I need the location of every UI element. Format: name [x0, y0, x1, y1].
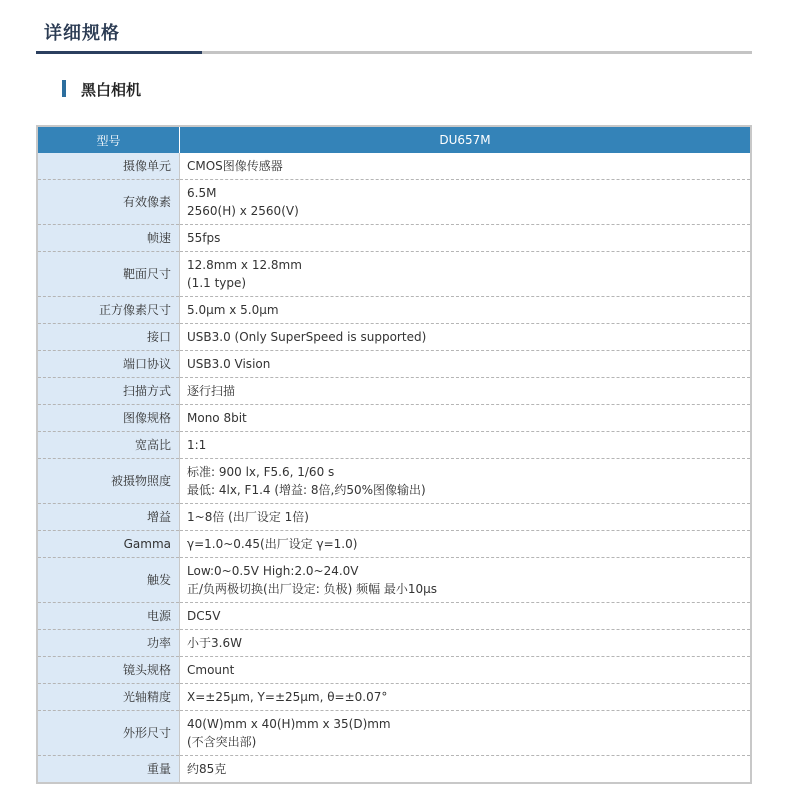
spec-value-line: Low:0~0.5V High:2.0~24.0V [187, 564, 359, 578]
spec-value-line: USB3.0 Vision [187, 357, 271, 371]
spec-value-line: X=±25μm, Y=±25μm, θ=±0.07° [187, 690, 388, 704]
spec-label: 功率 [37, 630, 180, 657]
spec-value [180, 657, 752, 684]
spec-value-line: 1:1 [187, 438, 207, 452]
spec-label: 重量 [37, 756, 180, 784]
spec-value [180, 756, 752, 784]
table-row [37, 405, 751, 432]
section-title: 详细规格 [44, 23, 120, 44]
table-row [37, 711, 751, 756]
table-row [37, 378, 751, 405]
spec-label: 镜头规格 [37, 657, 180, 684]
table-row [37, 153, 751, 180]
spec-label: 宽高比 [37, 432, 180, 459]
spec-value-line: 正/负两极切换(出厂设定: 负极) 频幅 最小10μs [187, 582, 438, 596]
spec-value-line: CMOS图像传感器 [187, 159, 283, 173]
table-row [37, 180, 751, 225]
table-row [37, 558, 751, 603]
subsection-title: 黑白相机 [81, 81, 142, 99]
table-row [37, 459, 751, 504]
header-model-value: DU657M [180, 126, 752, 153]
table-row [37, 504, 751, 531]
table-row [37, 531, 751, 558]
table-row [37, 603, 751, 630]
spec-value [180, 405, 752, 432]
spec-label: 电源 [37, 603, 180, 630]
spec-label: 端口协议 [37, 351, 180, 378]
spec-value [180, 180, 752, 225]
table-row [37, 684, 751, 711]
table-row [37, 297, 751, 324]
table-row [37, 756, 751, 784]
spec-value-line: 1~8倍 (出厂设定 1倍) [187, 510, 309, 524]
table-row [37, 432, 751, 459]
spec-value-line: 逐行扫描 [187, 384, 236, 398]
spec-value [180, 558, 752, 603]
spec-label: 光轴精度 [37, 684, 180, 711]
spec-value-line: 5.0μm x 5.0μm [187, 303, 279, 317]
spec-label: 外形尺寸 [37, 711, 180, 756]
spec-value-line: (不含突出部) [187, 735, 257, 749]
spec-value [180, 252, 752, 297]
spec-value [180, 153, 752, 180]
spec-label: 靶面尺寸 [37, 252, 180, 297]
spec-value [180, 504, 752, 531]
spec-value-line: 2560(H) x 2560(V) [187, 204, 299, 218]
spec-value-line: Mono 8bit [187, 411, 247, 425]
spec-table [36, 125, 752, 784]
spec-value [180, 324, 752, 351]
spec-value-line: 小于3.6W [187, 636, 242, 650]
subsection-marker [62, 80, 66, 97]
spec-value-line: 40(W)mm x 40(H)mm x 35(D)mm [187, 717, 391, 731]
spec-value [180, 459, 752, 504]
table-row [37, 351, 751, 378]
spec-value-line: 55fps [187, 231, 221, 245]
spec-label: 接口 [37, 324, 180, 351]
spec-value-line: γ=1.0~0.45(出厂设定 γ=1.0) [187, 537, 358, 551]
spec-value [180, 630, 752, 657]
spec-value-line: Cmount [187, 663, 235, 677]
header-model-label: 型号 [37, 126, 180, 153]
table-row [37, 657, 751, 684]
spec-value-line: DC5V [187, 609, 221, 623]
spec-value [180, 684, 752, 711]
spec-label: 触发 [37, 558, 180, 603]
spec-value-line: 6.5M [187, 186, 217, 200]
spec-value-line: USB3.0 (Only SuperSpeed is supported) [187, 330, 427, 344]
spec-label: 增益 [37, 504, 180, 531]
spec-value [180, 432, 752, 459]
spec-label: 摄像单元 [37, 153, 180, 180]
spec-value [180, 351, 752, 378]
title-divider-accent [36, 51, 202, 54]
spec-value [180, 225, 752, 252]
spec-value-line: 最低: 4lx, F1.4 (增益: 8倍,约50%图像输出) [187, 483, 426, 497]
spec-value-line: 约85克 [187, 762, 227, 776]
spec-value [180, 297, 752, 324]
spec-label: 正方像素尺寸 [37, 297, 180, 324]
table-row [37, 630, 751, 657]
spec-label: 被摄物照度 [37, 459, 180, 504]
spec-value-line: 12.8mm x 12.8mm [187, 258, 302, 272]
spec-value [180, 711, 752, 756]
spec-value-line: (1.1 type) [187, 276, 247, 290]
spec-label: Gamma [37, 531, 180, 558]
spec-label: 有效像素 [37, 180, 180, 225]
spec-value [180, 603, 752, 630]
table-row [37, 252, 751, 297]
table-header-row [37, 126, 751, 153]
spec-label: 扫描方式 [37, 378, 180, 405]
table-row [37, 324, 751, 351]
spec-label: 帧速 [37, 225, 180, 252]
spec-value-line: 标准: 900 lx, F5.6, 1/60 s [187, 465, 335, 479]
spec-label: 图像规格 [37, 405, 180, 432]
spec-value [180, 531, 752, 558]
spec-value [180, 378, 752, 405]
table-row [37, 225, 751, 252]
